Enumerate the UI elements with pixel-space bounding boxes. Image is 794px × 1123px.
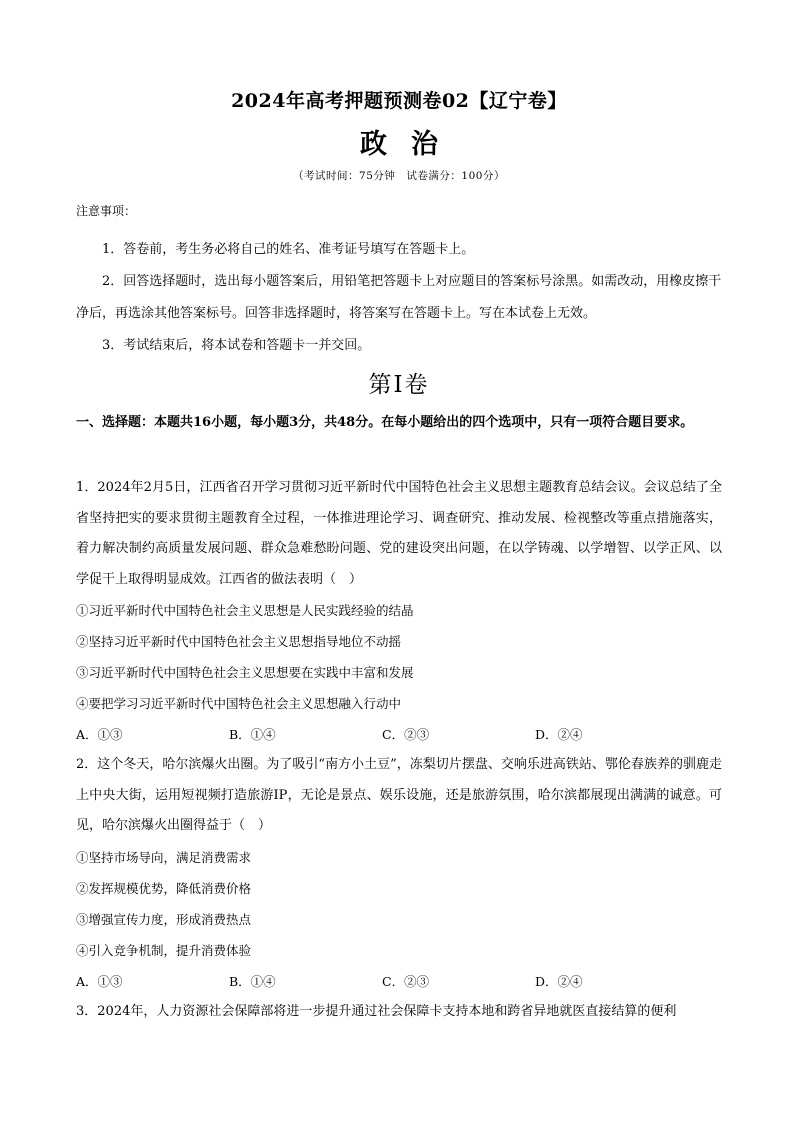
notice-item: 1．答卷前，考生务必将自己的姓名、准考证号填写在答题卡上。 [102,242,475,257]
question-3 [76,997,722,1028]
statement-option: ②坚持习近平新时代中国特色社会主义思想指导地位不动摇 [76,634,402,649]
notice-item: 2．回答选择题时，选出每小题答案后，用铅笔把答题卡上对应题目的答案标号涂黑。如需改动，用橡皮擦干净后，再选涂其他答案标号。回答非选择题时，将答案写在答题卡上。写在本试卷上无效。 [76,274,722,321]
choice-a: A．①③ [76,973,123,989]
question-1 [76,473,722,750]
choice-b: B．①④ [229,973,276,989]
choice-d: D．②④ [535,727,583,742]
subject-title: 政治 [360,129,462,160]
section-heading: 第Ⅰ卷 [368,372,430,398]
notice-list [76,234,722,362]
choice-c: C．②③ [382,727,430,742]
statement-option: ①坚持市场导向，满足消费需求 [76,849,252,865]
choice-c: C．②③ [382,973,430,989]
statement-option: ④引入竞争机制，提升消费体验 [76,942,252,958]
statement-option: ③增强宣传力度，形成消费热点 [76,911,252,927]
choice-b: B．①④ [229,727,276,742]
question-stem: 2．这个冬天，哈尔滨爆火出圈。为了吸引“南方小土豆”，冻梨切片摆盘、交响乐进高铁站、鄂伦春族养的驯鹿走上中央大街，运用短视频打造旅游IP，无论是景点、娱乐设施，还是旅游氛围，哈尔滨都展现出满满的诚意。可见，哈尔滨爆火出圈得益于（ ） [76,757,722,833]
exam-title: 2024年高考押题预测卷02【辽宁卷】 [231,90,567,112]
statement-option: ①习近平新时代中国特色社会主义思想是人民实践经验的结晶 [76,603,414,618]
question-stem: 3．2024年，人力资源社会保障部将进一步提升通过社会保障卡支持本地和跨省异地就医直接结算的便利 [76,1003,677,1019]
statement-option: ③习近平新时代中国特色社会主义思想要在实践中丰富和发展 [76,665,414,680]
choice-d: D．②④ [535,973,583,989]
statement-option: ④要把学习习近平新时代中国特色社会主义思想融入行动中 [76,696,402,711]
question-2 [76,750,722,997]
choice-a: A．①③ [76,727,123,742]
question-stem: 1．2024年2月5日，江西省召开学习贯彻习近平新时代中国特色社会主义思想主题教育总结会议。会议总结了全省坚持把实的要求贯彻主题教育全过程，一体推进理论学习、调查研究、推动发展、检视整改等重点措施落实，着力解决制约高质量发展问题、群众急难愁盼问题、党的建设突出问题，在以学铸魂、以学增智、以学正风、以学促干上取得明显成效。江西省的做法表明（ ） [76,480,722,587]
answer-choices [76,719,722,750]
answer-choices [76,966,722,997]
notice-title: 注意事项： [76,204,137,218]
exam-info: （考试时间：75分钟 试卷满分：100分） [293,170,505,182]
question-list [76,473,722,1027]
notice-item: 3．考试结束后，将本试卷和答题卡一并交回。 [102,338,371,353]
statement-option: ②发挥规模优势，降低消费价格 [76,880,252,896]
section-description: 一、选择题：本题共16小题，每小题3分，共48分。在每小题给出的四个选项中，只有一项符合题目要求。 [76,415,694,430]
